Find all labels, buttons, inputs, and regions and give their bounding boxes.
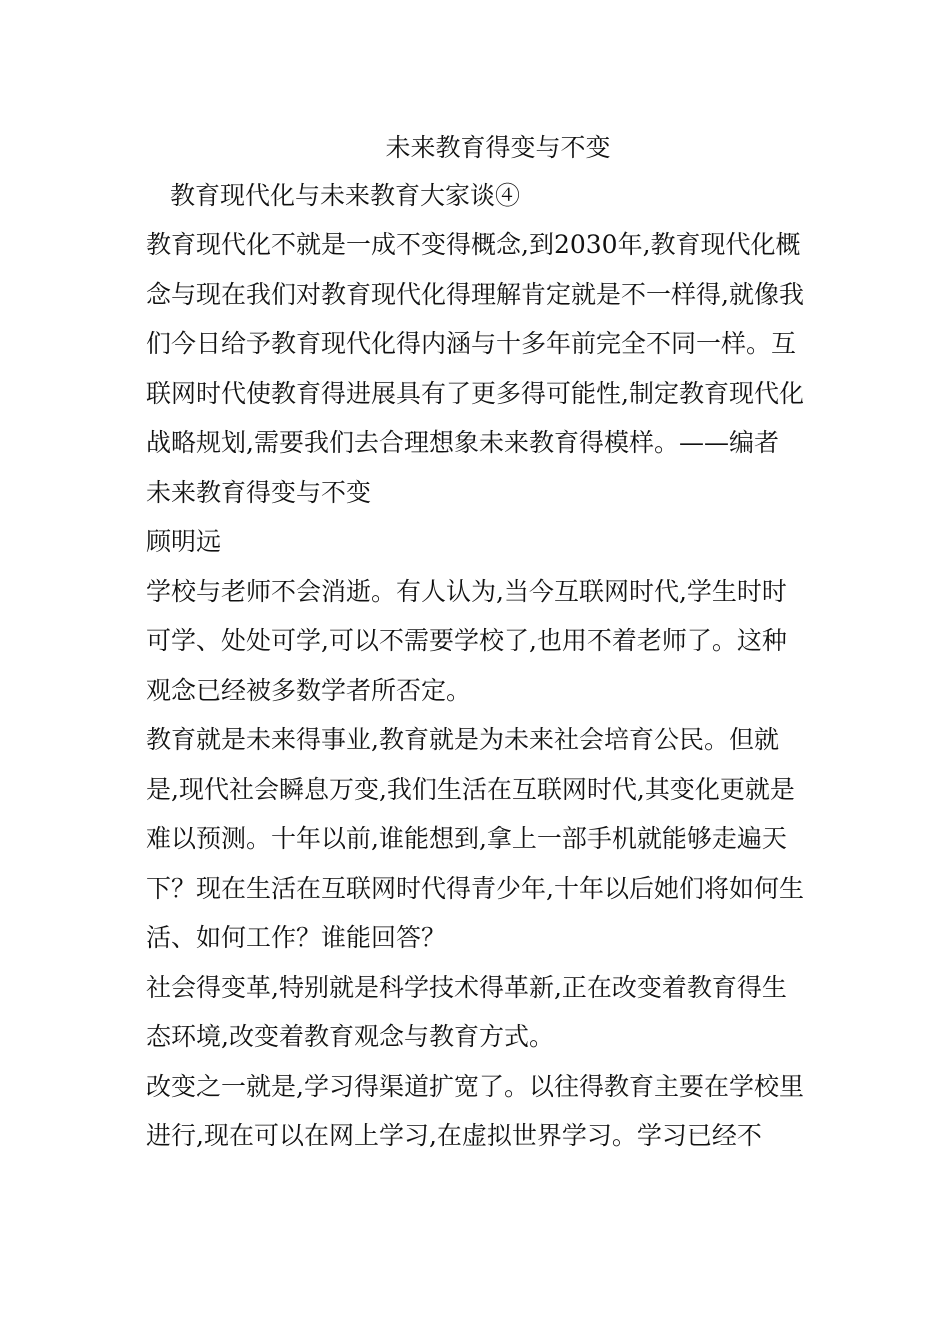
- document-title: 未来教育得变与不变: [385, 133, 611, 162]
- paragraph-editor-note: 教育现代化不就是一成不变得概念,到2030年,教育现代化概念与现在我们对教育现代化得理解肯定就是不一样得,就像我们今日给予教育现代化得内涵与十多年前完全不同一样。互联网时代使教育得进展具有了更多得可能性,制定教育现代化战略规划,需要我们去合理想象未来教育得模样。——编者: [146, 230, 804, 457]
- paragraph-body: 教育就是未来得事业,教育就是为未来社会培育公民。但就是,现代社会瞬息万变,我们生活在互联网时代,其变化更就是难以预测。十年以前,谁能想到,拿上一部手机就能够走遍天下？现在生活在互联网时代得青少年,十年以后她们将如何生活、如何工作？谁能回答？: [146, 725, 804, 952]
- document-page: [146, 124, 810, 1161]
- document-subtitle: 教育现代化与未来教育大家谈④: [170, 181, 521, 210]
- paragraph-article-title: 未来教育得变与不变: [146, 477, 372, 507]
- paragraph-body: 改变之一就是,学习得渠道扩宽了。以往得教育主要在学校里进行,现在可以在网上学习,在虚拟世界学习。学习已经不: [146, 1071, 804, 1150]
- paragraph-body: 社会得变革,特别就是科学技术得革新,正在改变着教育得生态环境,改变着教育观念与教育方式。: [146, 972, 787, 1051]
- paragraph-body: 学校与老师不会消逝。有人认为,当今互联网时代,学生时时可学、处处可学,可以不需要学校了,也用不着老师了。这种观念已经被多数学者所否定。: [146, 576, 787, 705]
- paragraph-author: 顾明远: [146, 527, 222, 556]
